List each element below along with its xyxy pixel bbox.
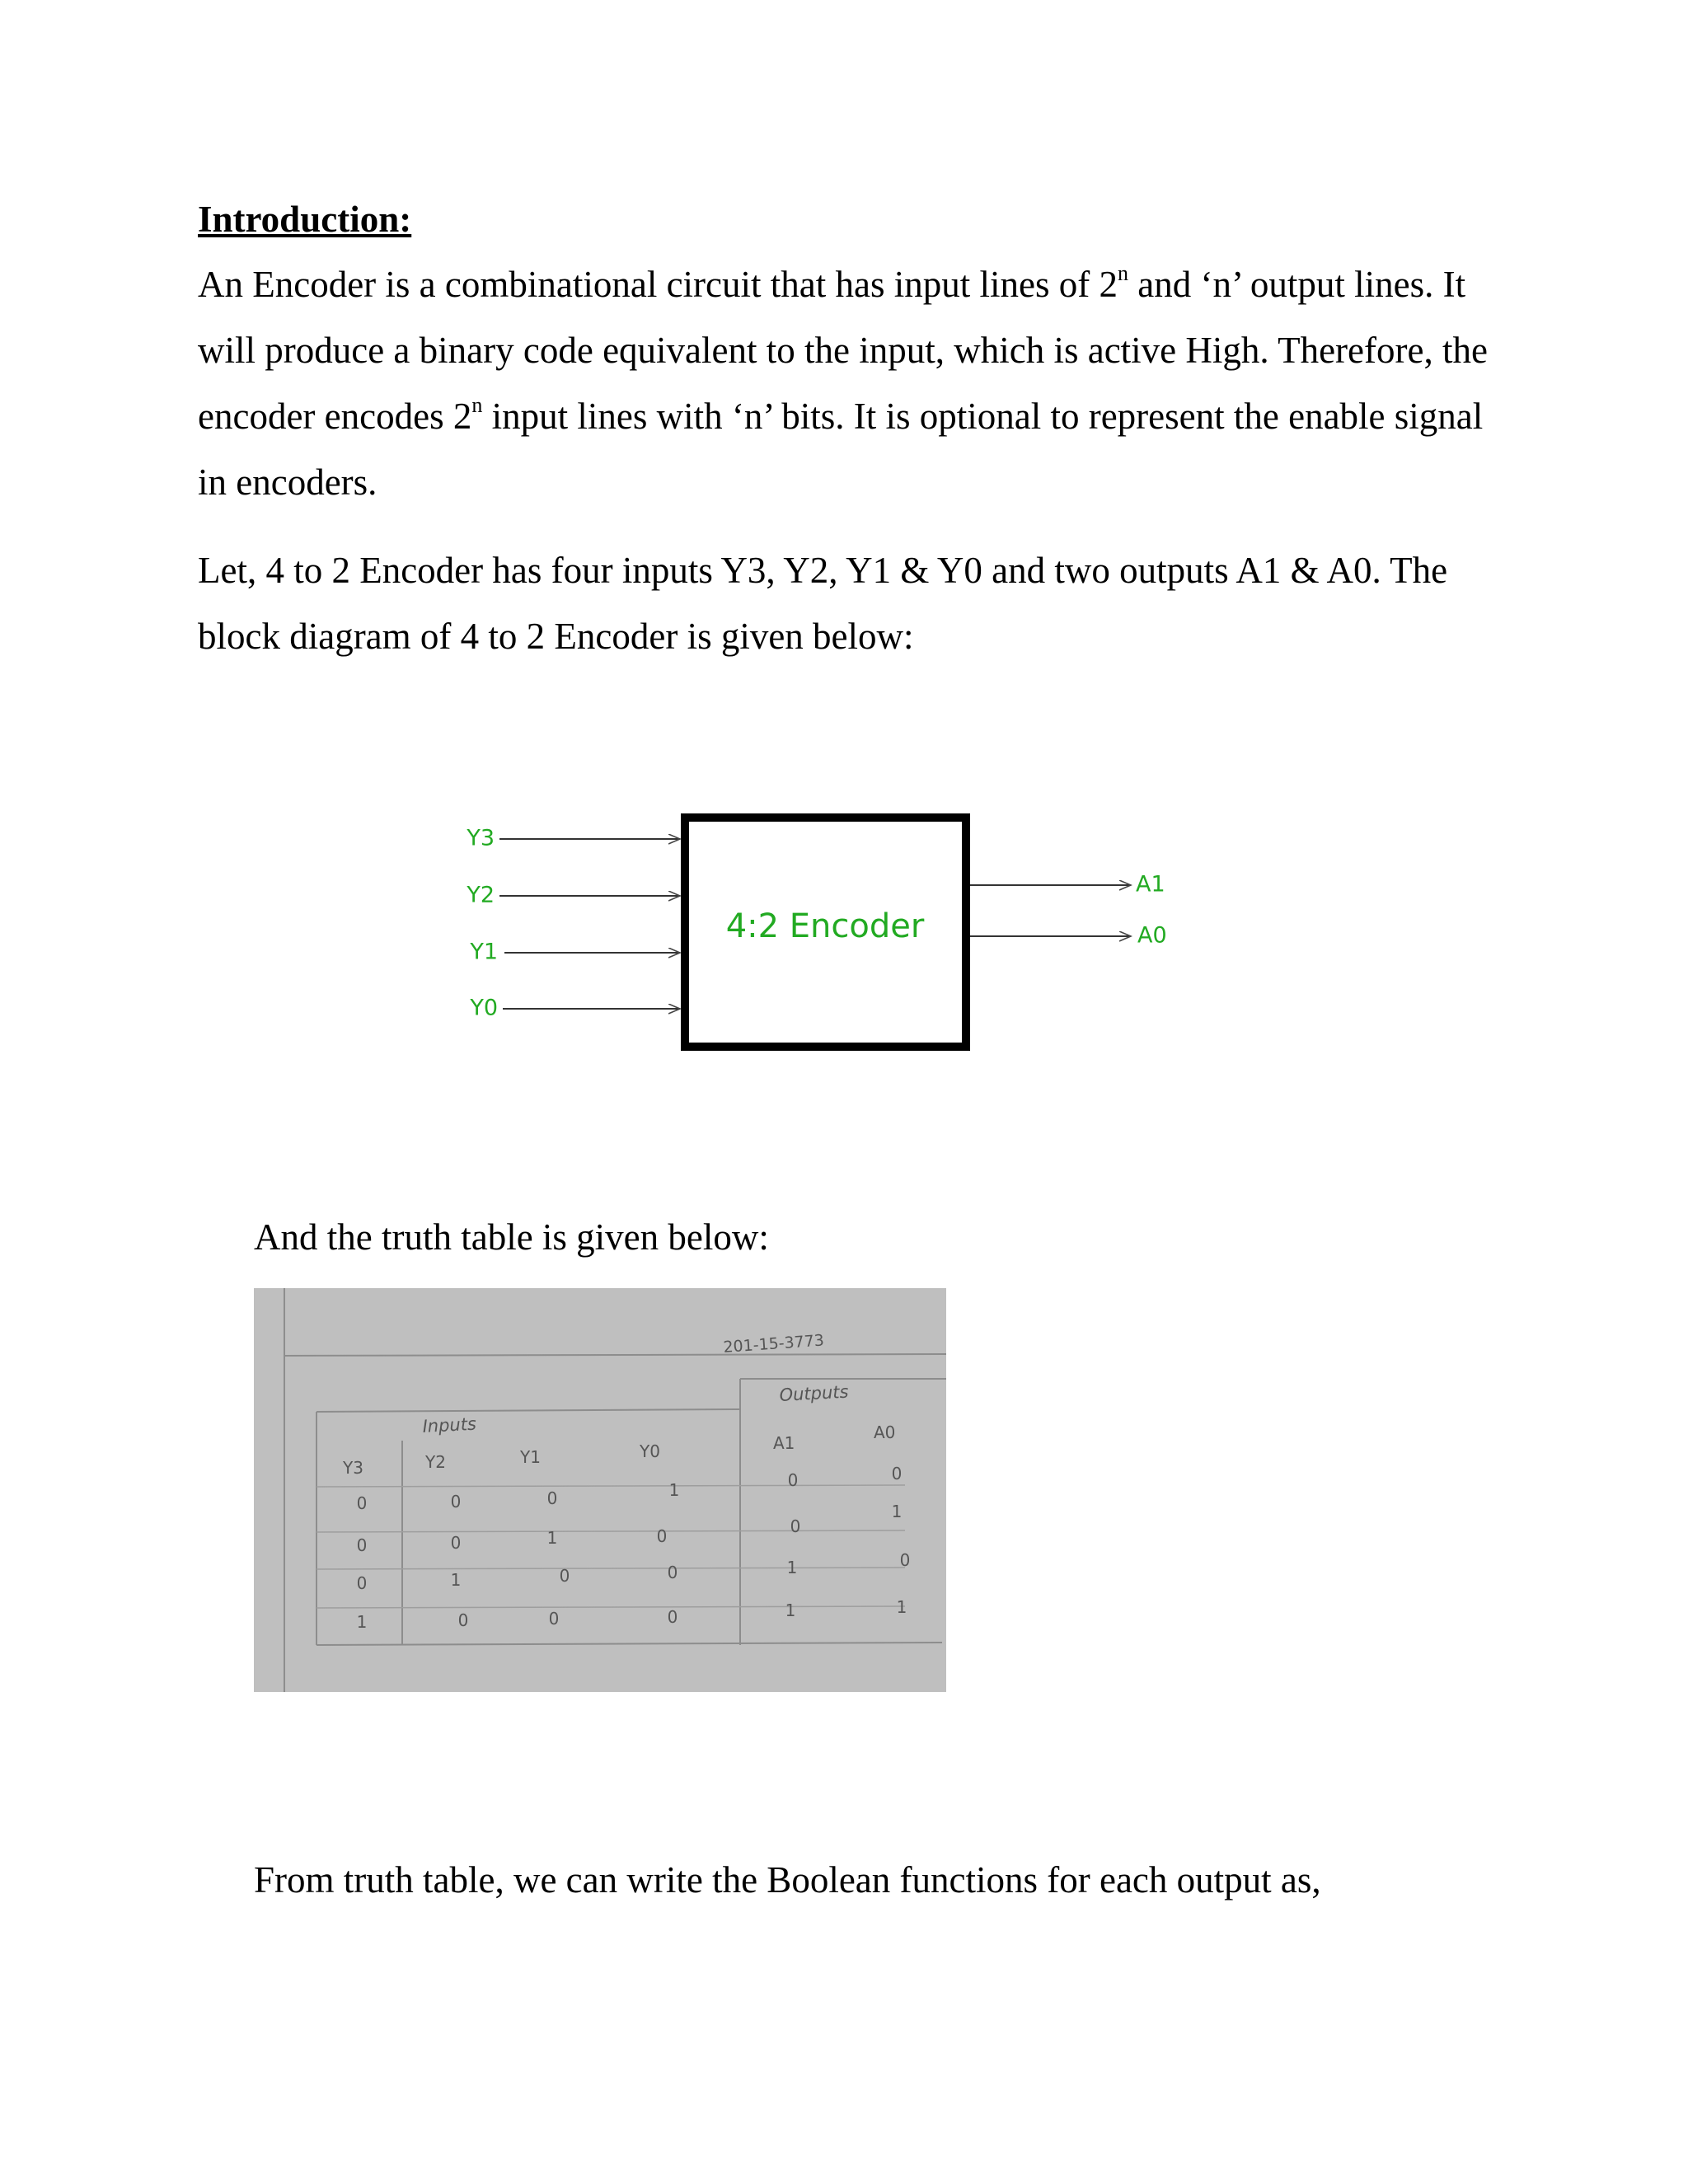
encoder-block-label: 4:2 Encoder (725, 907, 925, 945)
input-label-y3: Y3 (467, 825, 495, 851)
photo-cell: 1 (786, 1558, 798, 1577)
photo-id-note: 201-15-3773 (722, 1331, 825, 1357)
input-label-y0: Y0 (470, 995, 498, 1021)
photo-col-y2: Y2 (425, 1452, 446, 1472)
input-label-y1: Y1 (470, 939, 498, 965)
intro-text-2: and ‘n’ output lines. It will produce a binary code equivalent to the input, which is active High. Therefore, the encoder encodes 2 (198, 264, 1488, 437)
photo-cell: 0 (787, 1470, 799, 1490)
photo-cell: 0 (450, 1492, 462, 1511)
photo-cell: 1 (896, 1597, 907, 1617)
photo-cell: 0 (356, 1535, 368, 1555)
photo-outputs-header: Outputs (779, 1381, 850, 1405)
photo-cell: 1 (668, 1480, 680, 1500)
photo-cell: 0 (457, 1610, 469, 1630)
output-lines (970, 885, 1131, 936)
photo-col-y0: Y0 (640, 1441, 660, 1461)
photo-cell: 1 (356, 1612, 368, 1632)
photo-cell: 0 (656, 1526, 668, 1546)
photo-cell: 0 (667, 1607, 678, 1627)
photo-col-a1: A1 (773, 1433, 795, 1453)
photo-cell: 1 (546, 1528, 558, 1548)
photo-col-a0: A0 (874, 1422, 896, 1442)
photo-cell: 0 (356, 1493, 368, 1513)
photo-col-y3: Y3 (343, 1458, 363, 1478)
photo-cell: 0 (667, 1563, 678, 1582)
block-diagram (462, 791, 1203, 1071)
truth-table-photo (254, 1288, 946, 1692)
intro-heading: Introduction: (198, 199, 412, 240)
photo-cell: 0 (899, 1550, 911, 1570)
photo-cell: 0 (356, 1573, 368, 1593)
photo-cell: 0 (548, 1609, 560, 1629)
photo-cell: 1 (891, 1502, 903, 1521)
boolean-functions-caption: From truth table, we can write the Boolean functions for each output as, (254, 1859, 1321, 1900)
output-label-a0: A0 (1137, 922, 1167, 949)
input-label-y2: Y2 (467, 882, 495, 908)
truth-table-caption: And the truth table is given below: (254, 1216, 769, 1258)
photo-cell: 1 (785, 1601, 796, 1620)
photo-cell: 1 (450, 1570, 462, 1590)
superscript-n-2: n (471, 393, 483, 417)
photo-inputs-header: Inputs (422, 1413, 477, 1436)
photo-cell: 0 (546, 1488, 558, 1508)
output-label-a1: A1 (1136, 871, 1165, 898)
input-lines (499, 839, 680, 1009)
intro-text-1: An Encoder is a combinational circuit that has input lines of 2 (198, 264, 1118, 305)
intro-text-3: input lines with ‘n’ bits. It is optional to represent the enable signal in encoders. (198, 396, 1484, 503)
photo-cell: 0 (891, 1464, 903, 1483)
photo-cell: 0 (790, 1516, 801, 1536)
superscript-n-1: n (1117, 261, 1128, 285)
photo-cell: 0 (450, 1533, 462, 1553)
intro-paragraph (198, 251, 1500, 515)
photo-col-y1: Y1 (520, 1447, 541, 1467)
photo-cell: 0 (559, 1566, 570, 1586)
encoder-description-paragraph: Let, 4 to 2 Encoder has four inputs Y3, Y2, Y1 & Y0 and two outputs A1 & A0. The block diagram of 4 to 2 Encoder is given below: (198, 550, 1448, 657)
